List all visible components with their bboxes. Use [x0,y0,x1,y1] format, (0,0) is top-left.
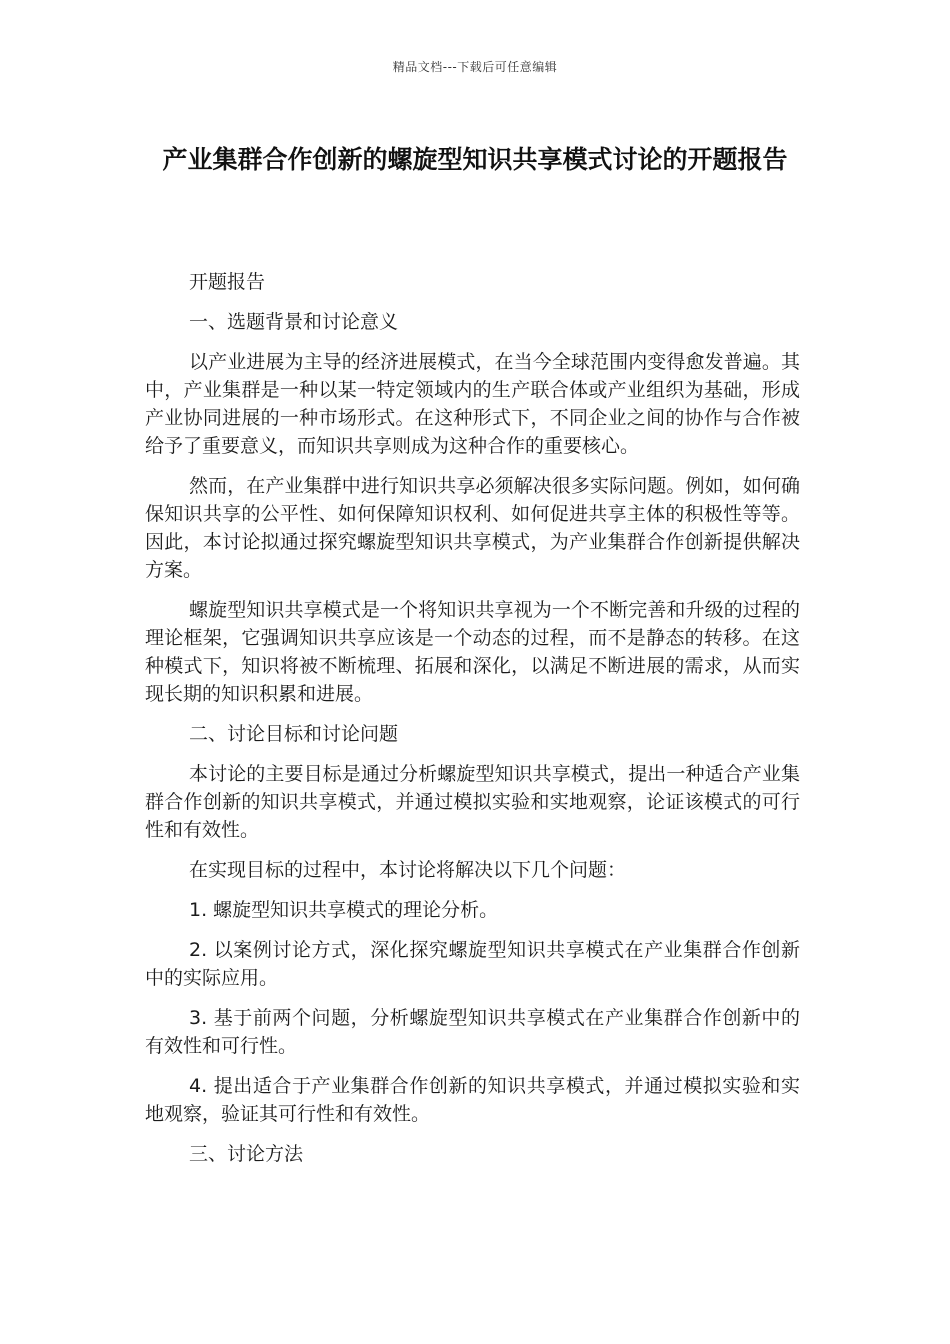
section-heading-background: 一、选题背景和讨论意义 [189,311,399,333]
section-heading-methods: 三、讨论方法 [189,1143,304,1165]
paragraph: 然而，在产业集群中进行知识共享必须解决很多实际问题。例如，如何确保知识共享的公平性、如何保障知识权利、如何促进共享主体的积极性等等。因此，本讨论拟通过探究螺旋型知识共享模式，为产业集群合作创新提供解决方案。 [145,475,800,581]
document-title: 产业集群合作创新的螺旋型知识共享模式讨论的开题报告 [162,145,788,174]
list-item: 2. 以案例讨论方式，深化探究螺旋型知识共享模式在产业集群合作创新中的实际应用。 [145,939,800,989]
paragraph: 本讨论的主要目标是通过分析螺旋型知识共享模式，提出一种适合产业集群合作创新的知识共享模式，并通过模拟实验和实地观察，论证该模式的可行性和有效性。 [145,763,800,841]
document-body [145,268,800,1180]
paragraph: 螺旋型知识共享模式是一个将知识共享视为一个不断完善和升级的过程的理论框架，它强调知识共享应该是一个动态的过程，而不是静态的转移。在这种模式下，知识将被不断梳理、拓展和深化，以满足不断进展的需求，从而实现长期的知识积累和进展。 [145,599,800,705]
list-item: 1. 螺旋型知识共享模式的理论分析。 [189,899,499,921]
paragraph: 在实现目标的过程中，本讨论将解决以下几个问题： [189,859,627,881]
header-note: 精品文档---下载后可任意编辑 [392,60,558,74]
list-item: 3. 基于前两个问题，分析螺旋型知识共享模式在产业集群合作创新中的有效性和可行性。 [145,1007,800,1057]
paragraph: 以产业进展为主导的经济进展模式，在当今全球范围内变得愈发普遍。其中，产业集群是一种以某一特定领域内的生产联合体或产业组织为基础，形成产业协同进展的一种市场形式。在这种形式下，不同企业之间的协作与合作被给予了重要意义，而知识共享则成为这种合作的重要核心。 [145,351,800,457]
list-item: 4. 提出适合于产业集群合作创新的知识共享模式，并通过模拟实验和实地观察，验证其可行性和有效性。 [145,1075,800,1125]
section-heading-objectives: 二、讨论目标和讨论问题 [189,723,399,745]
paragraph-report-label: 开题报告 [189,271,266,293]
